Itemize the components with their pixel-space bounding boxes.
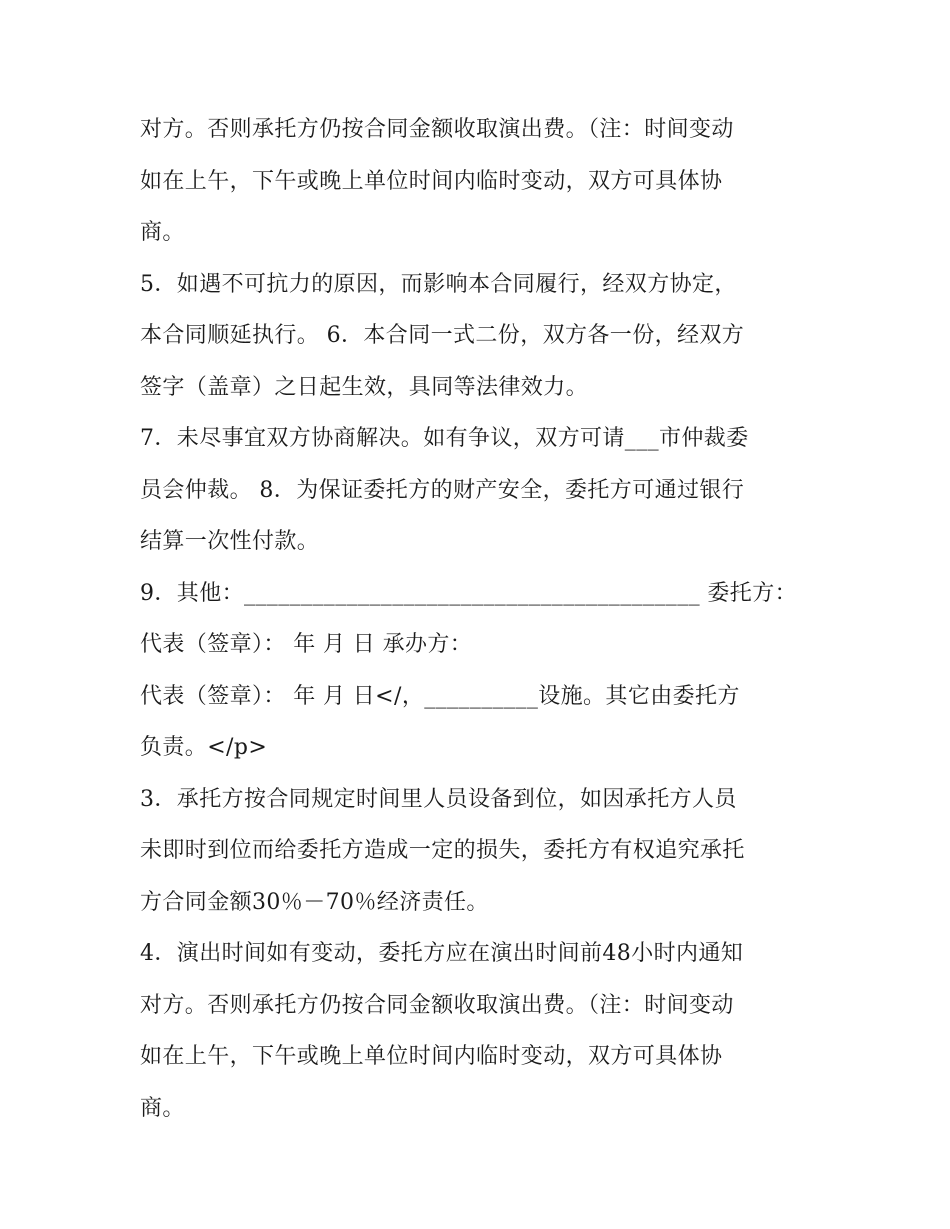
text-line: 9．其他：________________________________________ 委托方： xyxy=(140,580,797,606)
text-line: 签字（盖章）之日起生效，具同等法律效力。 xyxy=(140,374,589,400)
text-line: 4．演出时间如有变动，委托方应在演出时间前48小时内通知 xyxy=(140,941,744,966)
text-line: 未即时到位而给委托方造成一定的损失，委托方有权追究承托 xyxy=(140,838,745,863)
text-line: 7．未尽事宜双方协商解决。如有争议，双方可请___市仲裁委 xyxy=(140,426,749,451)
text-line: 本合同顺延执行。 6．本合同一式二份，双方各一份，经双方 xyxy=(140,323,745,348)
text-line: 商。 xyxy=(140,1095,185,1121)
text-line: 代表（签章）： 年 月 日 承办方： xyxy=(140,632,473,657)
text-line: 商。 xyxy=(140,220,185,245)
text-line: 代表（签章）： 年 月 日</，__________设施。其它由委托方 xyxy=(140,683,740,709)
text-line: 结算一次性付款。 xyxy=(140,529,320,554)
text-line: 3．承托方按合同规定时间里人员设备到位，如因承托方人员 xyxy=(140,786,737,812)
text-line: 方合同金额30％－70％经济责任。 xyxy=(140,889,489,915)
text-line: 对方。否则承托方仍按合同金额收取演出费。（注：时间变动 xyxy=(140,992,734,1018)
text-line: 员会仲裁。 8．为保证委托方的财产安全，委托方可通过银行 xyxy=(140,477,745,503)
text-line: 如在上午，下午或晚上单位时间内临时变动，双方可具体协 xyxy=(140,168,723,194)
text-line: 如在上午，下午或晚上单位时间内临时变动，双方可具体协 xyxy=(140,1044,723,1069)
text-line: 负责。</p> xyxy=(140,735,268,760)
text-line: 对方。否则承托方仍按合同金额收取演出费。（注：时间变动 xyxy=(140,117,734,142)
text-line: 5．如遇不可抗力的原因，而影响本合同履行，经双方协定， xyxy=(140,271,737,297)
document-body xyxy=(140,104,820,1134)
